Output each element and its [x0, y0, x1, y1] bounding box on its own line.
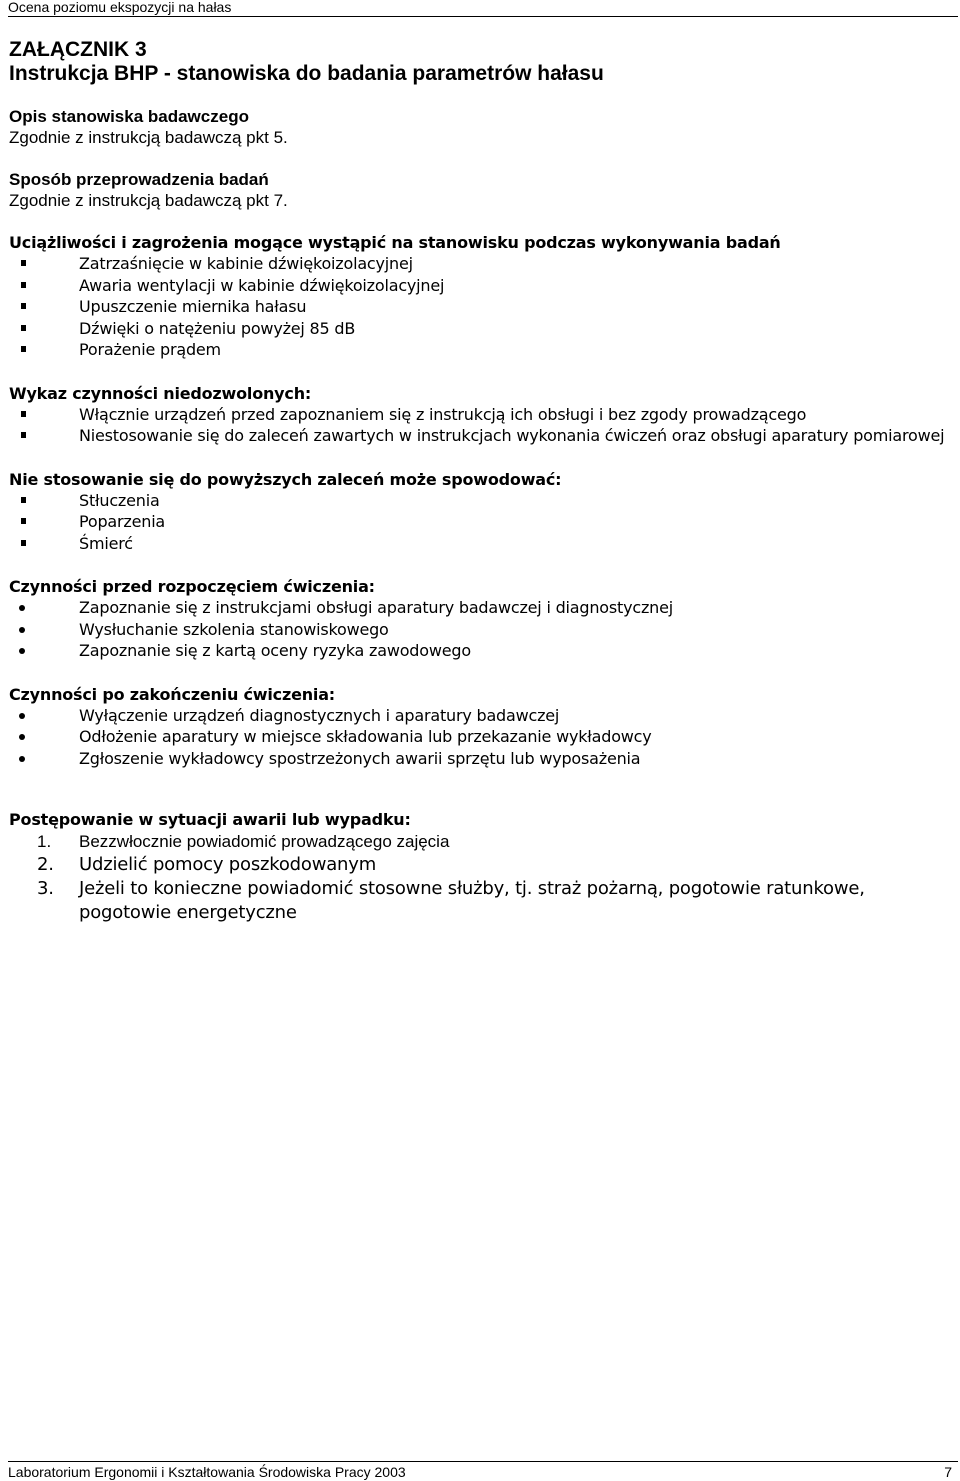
page-header — [8, 0, 958, 17]
round-bullet-icon — [19, 734, 25, 740]
square-bullet-icon — [21, 411, 26, 417]
square-bullet-icon — [21, 540, 26, 546]
before-list — [9, 597, 949, 662]
sposob-text: Zgodnie z instrukcją badawczą pkt 7. — [9, 191, 288, 210]
list-item: Odłożenie aparatury w miejsce składowania lub przekazanie wykładowcy — [9, 726, 949, 748]
consequences-list — [9, 490, 949, 555]
round-bullet-icon — [19, 648, 25, 654]
list-item: Zgłoszenie wykładowcy spostrzeżonych awarii sprzętu lub wyposażenia — [9, 748, 949, 770]
list-item: Wysłuchanie szkolenia stanowiskowego — [9, 619, 949, 641]
emergency-heading: Postępowanie w sytuacji awarii lub wypadku: — [9, 810, 411, 829]
list-item: Stłuczenia — [9, 490, 949, 512]
sposob-heading: Sposób przeprowadzenia badań — [9, 170, 269, 189]
square-bullet-icon — [21, 497, 26, 503]
list-item: Wyłączenie urządzeń diagnostycznych i aparatury badawczej — [9, 705, 949, 727]
list-item: Awaria wentylacji w kabinie dźwiękoizolacyjnej — [9, 275, 949, 297]
square-bullet-icon — [21, 346, 26, 352]
square-bullet-icon — [21, 518, 26, 524]
after-heading: Czynności po zakończeniu ćwiczenia: — [9, 684, 335, 704]
list-item: Porażenie prądem — [9, 339, 949, 361]
page-number: 7 — [944, 1464, 952, 1480]
round-bullet-icon — [19, 627, 25, 633]
square-bullet-icon — [21, 260, 26, 266]
hazards-list — [9, 253, 949, 361]
list-item: Dźwięki o natężeniu powyżej 85 dB — [9, 318, 949, 340]
square-bullet-icon — [21, 303, 26, 309]
square-bullet-icon — [21, 432, 26, 438]
forbidden-heading: Wykaz czynności niedozwolonych: — [9, 383, 312, 403]
after-list — [9, 705, 949, 770]
list-item: Upuszczenie miernika hałasu — [9, 296, 949, 318]
list-item: Niestosowanie się do zaleceń zawartych w instrukcjach wykonania ćwiczeń oraz obsługi aparatury pomiarowej — [9, 425, 949, 447]
list-item: Poparzenia — [9, 511, 949, 533]
page-footer — [8, 1461, 958, 1480]
list-item: Włącznie urządzeń przed zapoznaniem się z instrukcją ich obsługi i bez zgody prowadzącego — [9, 404, 949, 426]
emergency-list — [9, 830, 949, 925]
round-bullet-icon — [19, 605, 25, 611]
annex-title: ZAŁĄCZNIK 3 — [9, 38, 147, 61]
hazards-heading: Uciążliwości i zagrożenia mogące wystąpić na stanowisku podczas wykonywania badań — [9, 233, 781, 252]
before-heading: Czynności przed rozpoczęciem ćwiczenia: — [9, 577, 375, 596]
list-item: 1. Bezzwłocznie powiadomić prowadzącego zajęcia — [37, 832, 450, 851]
square-bullet-icon — [21, 325, 26, 331]
list-item: Zapoznanie się z instrukcjami obsługi aparatury badawczej i diagnostycznej — [9, 597, 949, 619]
forbidden-list — [9, 404, 949, 447]
list-item: Śmierć — [9, 533, 949, 555]
list-item: 2. Udzielić pomocy poszkodowanym — [37, 854, 377, 875]
footer-text: Laboratorium Ergonomii i Kształtowania Środowiska Pracy 2003 — [8, 1464, 406, 1480]
round-bullet-icon — [19, 756, 25, 762]
consequences-heading: Nie stosowanie się do powyższych zaleceń może spowodować: — [9, 469, 562, 489]
list-item: Zatrzaśnięcie w kabinie dźwiękoizolacyjnej — [9, 253, 949, 275]
document-body — [9, 38, 949, 925]
opis-text: Zgodnie z instrukcją badawczą pkt 5. — [9, 128, 288, 147]
round-bullet-icon — [19, 713, 25, 719]
list-item: 3. Jeżeli to konieczne powiadomić stosowne służby, tj. straż pożarną, pogotowie ratunkowe, pogotowie energetyczne — [37, 878, 865, 923]
instruction-title: Instrukcja BHP - stanowiska do badania parametrów hałasu — [9, 62, 604, 85]
list-item: Zapoznanie się z kartą oceny ryzyka zawodowego — [9, 640, 949, 662]
opis-heading: Opis stanowiska badawczego — [9, 107, 249, 126]
header-title: Ocena poziomu ekspozycji na hałas — [8, 0, 232, 15]
square-bullet-icon — [21, 282, 26, 288]
